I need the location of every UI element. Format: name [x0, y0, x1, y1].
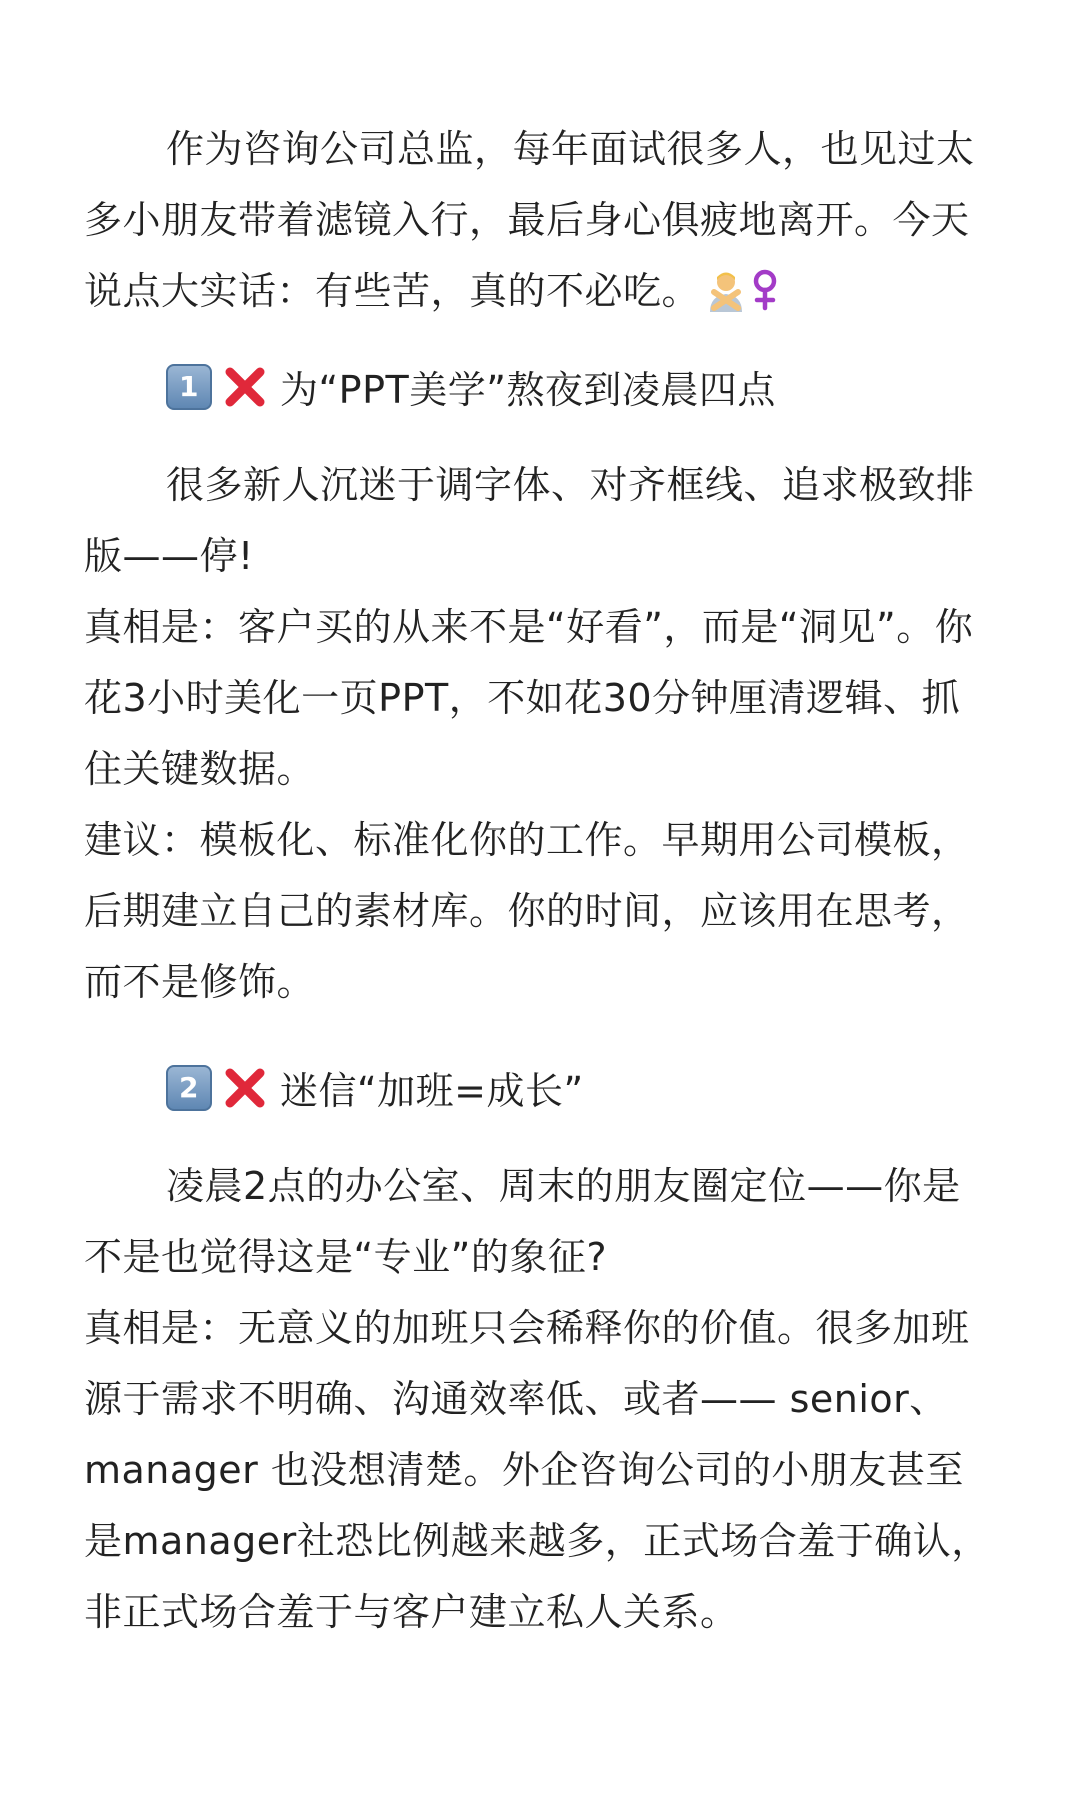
section-1-lead: 很多新人沉迷于调字体、对齐框线、追求极致排版——停! — [84, 463, 975, 578]
keycap-1-icon — [166, 364, 212, 410]
female-sign-icon — [750, 268, 780, 312]
intro-paragraph — [84, 114, 996, 327]
section-2-lead: 凌晨2点的办公室、周末的朋友圈定位——你是不是也觉得这是“专业”的象征? — [84, 1164, 961, 1279]
section-1-advice: 建议：模板化、标准化你的工作。早期用公司模板，后期建立自己的素材库。你的时间，应该用在思考，而不是修饰。 — [84, 818, 970, 1004]
section-1-body — [84, 450, 996, 1018]
cross-mark-icon — [222, 364, 268, 410]
section-1-title: 为“PPT美学”熬夜到凌晨四点 — [280, 368, 776, 412]
section-2-title: 迷信“加班=成长” — [280, 1069, 584, 1113]
section-1-number: 1 — [179, 370, 199, 403]
cross-mark-icon — [222, 1065, 268, 1111]
intro-text: 作为咨询公司总监，每年面试很多人，也见过太多小朋友带着滤镜入行，最后身心俱疲地离开。今天说点大实话：有些苦，真的不必吃。 — [84, 127, 975, 313]
section-1-truth: 真相是：客户买的从来不是“好看”，而是“洞见”。你花3小时美化一页PPT，不如花30分钟厘清逻辑、抓住关键数据。 — [84, 605, 974, 791]
section-2-body — [84, 1151, 996, 1648]
section-2-heading — [84, 1052, 996, 1123]
section-2-number: 2 — [179, 1071, 199, 1104]
section-2-truth: 真相是：无意义的加班只会稀释你的价值。很多加班源于需求不明确、沟通效率低、或者—— senior、manager 也没想清楚。外企咨询公司的小朋友甚至是manager社恐比例越来越多，正式场合羞于确认，非正式场合羞于与客户建立私人关系。 — [84, 1306, 990, 1634]
article — [84, 114, 996, 1648]
person-gesturing-no-icon — [704, 268, 748, 312]
section-1-heading — [84, 351, 996, 422]
keycap-2-icon — [166, 1065, 212, 1111]
